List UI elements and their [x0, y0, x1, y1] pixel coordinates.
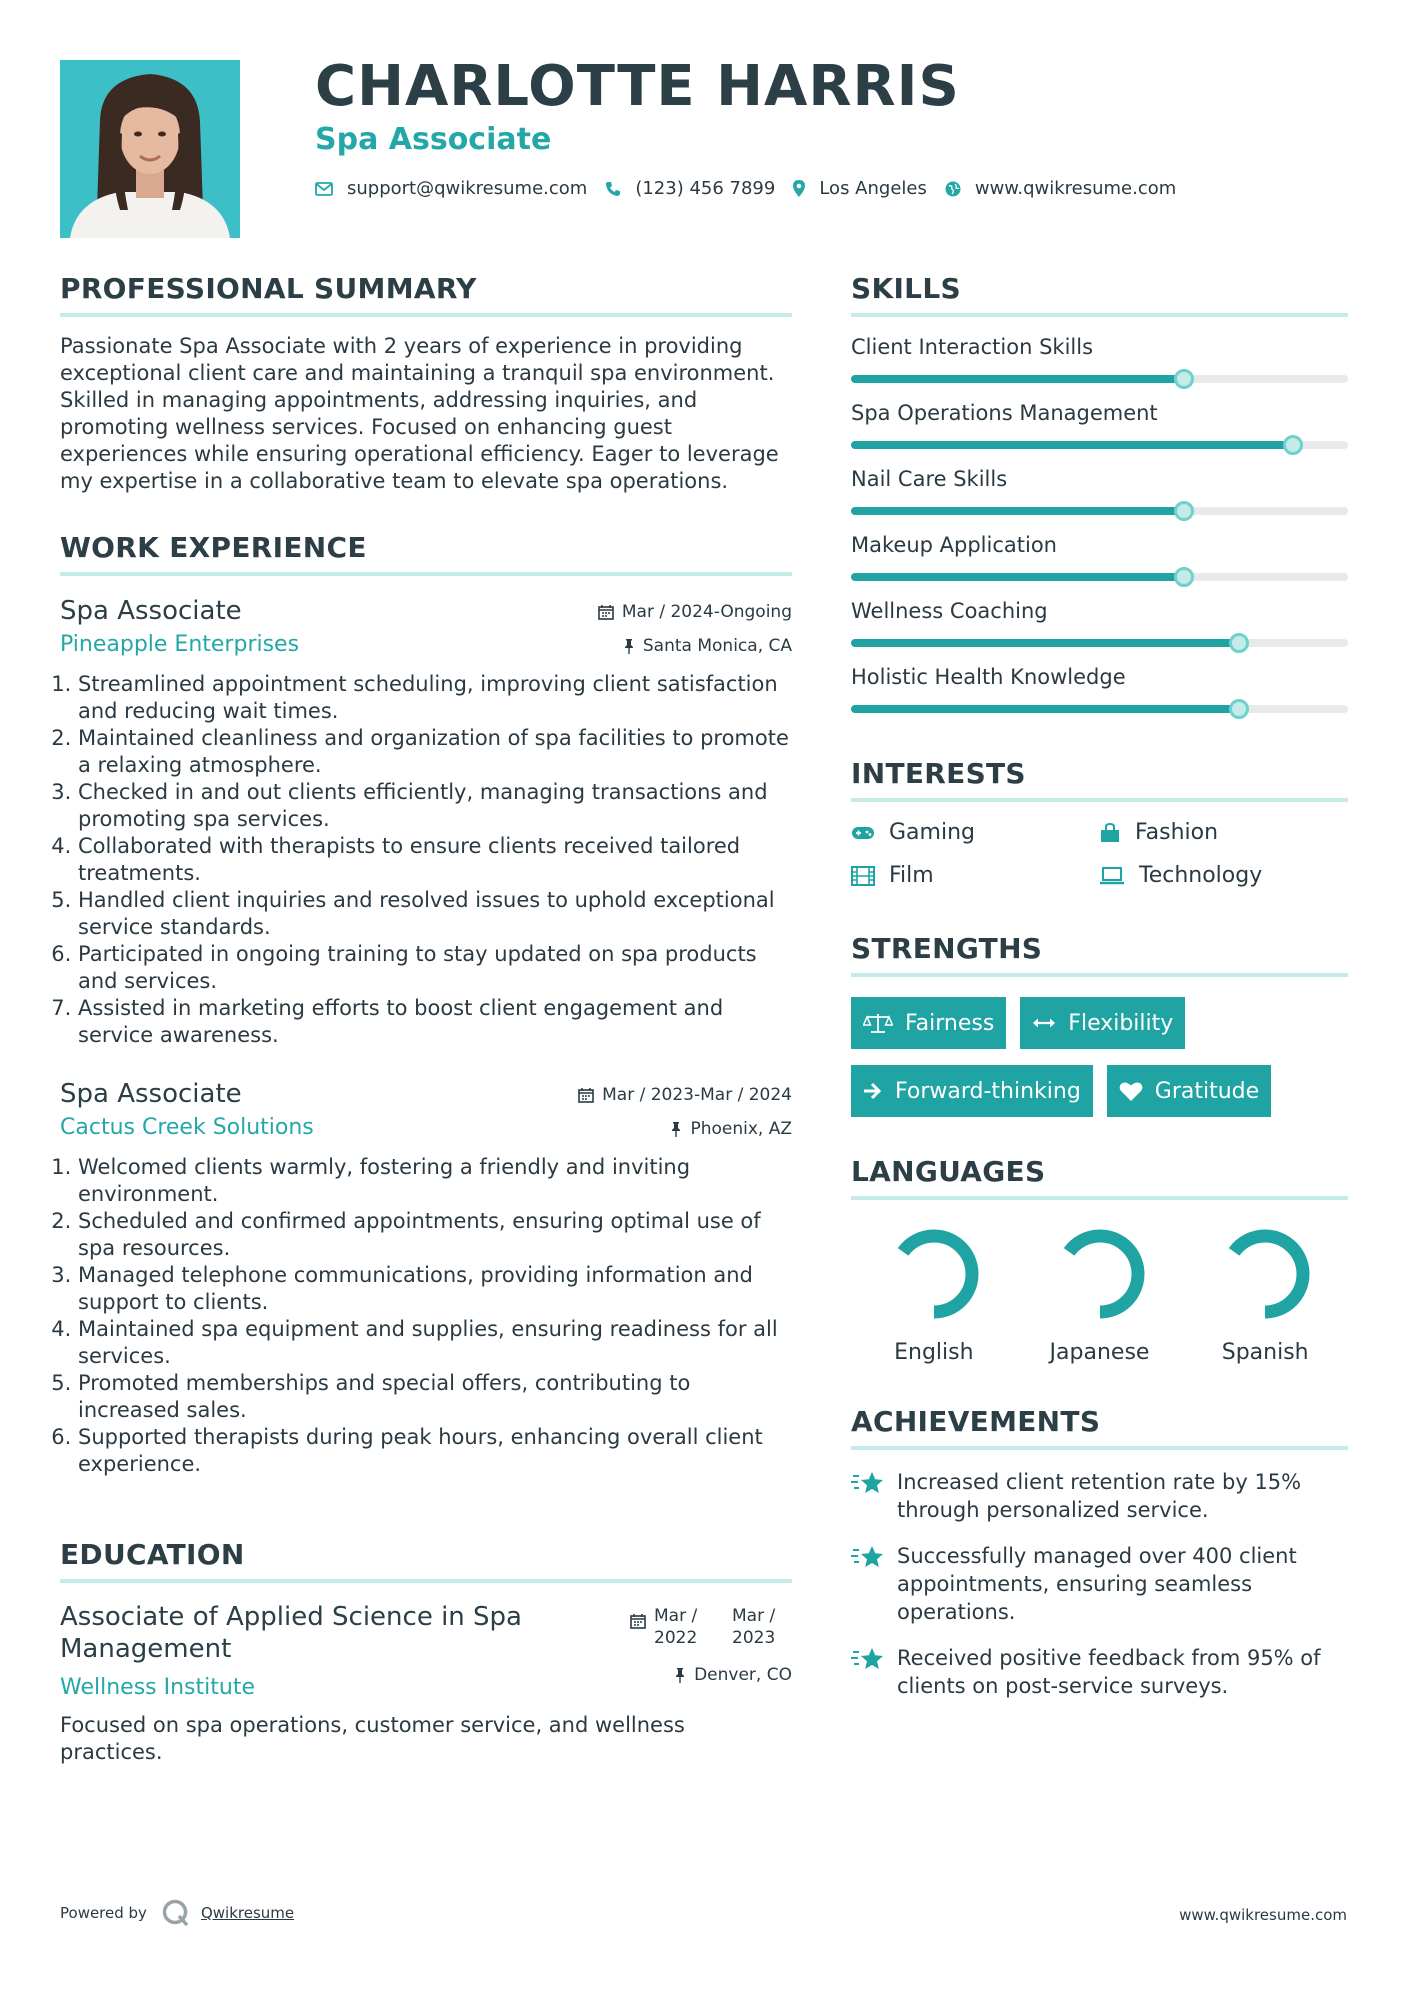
achievement-item [851, 1644, 1348, 1700]
interests-list [851, 820, 1348, 888]
strength-label: Forward-thinking [895, 1078, 1081, 1104]
job-location [578, 1119, 792, 1139]
language-level-ring [886, 1226, 982, 1322]
left-column [60, 272, 792, 1766]
interests-heading: INTERESTS [851, 757, 1348, 802]
skill-item [851, 599, 1348, 647]
job-date [578, 1085, 792, 1105]
film-icon [851, 866, 875, 886]
contact-website[interactable] [945, 178, 1176, 199]
skill-level-bar [851, 507, 1348, 515]
job-company: Cactus Creek Solutions [60, 1115, 314, 1140]
interest-label: Fashion [1135, 820, 1219, 845]
strength-label: Gratitude [1154, 1078, 1260, 1104]
achievement-text: Increased client retention rate by 15% through personalized service. [897, 1470, 1302, 1522]
skill-level-fill [851, 375, 1184, 383]
skill-level-knob [1229, 633, 1249, 653]
map-marker-icon [793, 180, 805, 197]
list-item: 6. Participated in ongoing training to stay updated on spa products and services. [78, 941, 792, 995]
skill-name: Makeup Application [851, 533, 1057, 557]
job-bullets [60, 671, 792, 1049]
gamepad-icon [851, 825, 875, 841]
school-name: Wellness Institute [60, 1675, 255, 1700]
skill-level-bar [851, 705, 1348, 713]
job-date-text: Mar / 2024-Ongoing [621, 602, 792, 622]
strength-label: Flexibility [1068, 1010, 1174, 1036]
degree-title: Associate of Applied Science in Spa Management [60, 1602, 522, 1664]
profile-photo-image [60, 60, 240, 238]
language-item [1182, 1226, 1348, 1365]
interest-item [851, 863, 1099, 888]
footer-website[interactable]: www.qwikresume.com [1179, 1906, 1347, 1924]
strength-tag [1020, 997, 1185, 1049]
star-award-icon [851, 1470, 885, 1498]
language-level-arc [1227, 1236, 1303, 1312]
phone-icon [605, 181, 621, 197]
phone-text: (123) 456 7899 [635, 178, 776, 199]
education-location [630, 1665, 792, 1685]
list-item: 5. Handled client inquiries and resolved issues to uphold exceptional service standards. [78, 887, 792, 941]
job-entry [60, 596, 792, 1049]
email-text: support@qwikresume.com [347, 178, 588, 199]
contact-bar [315, 178, 1194, 199]
language-level-ring [1217, 1226, 1313, 1322]
education-location-text: Denver, CO [694, 1665, 792, 1685]
language-name: Spanish [1221, 1340, 1309, 1365]
skill-item [851, 533, 1348, 581]
interests-section [851, 757, 1348, 888]
strength-tag [851, 997, 1006, 1049]
balance-scale-icon [863, 1012, 893, 1034]
job-company: Pineapple Enterprises [60, 632, 300, 657]
language-item [851, 1226, 1017, 1365]
skill-level-knob [1229, 699, 1249, 719]
education-date-start: Mar / 2022 [654, 1606, 698, 1648]
location-text: Los Angeles [819, 178, 927, 199]
strengths-heading: STRENGTHS [851, 932, 1348, 977]
skill-name: Nail Care Skills [851, 467, 1008, 491]
language-item [1017, 1226, 1183, 1365]
skill-level-fill [851, 705, 1239, 713]
education-description: Focused on spa operations, customer service, and wellness practices. [60, 1713, 685, 1764]
list-item: 1. Welcomed clients warmly, fostering a friendly and inviting environment. [78, 1154, 792, 1208]
experience-section [60, 531, 792, 1478]
skill-level-knob [1283, 435, 1303, 455]
achievement-text: Successfully managed over 400 client appointments, ensuring seamless operations. [897, 1544, 1297, 1624]
strengths-list [851, 997, 1348, 1117]
list-item: 5. Promoted memberships and special offers, contributing to increased sales. [78, 1370, 792, 1424]
languages-list [851, 1226, 1348, 1365]
list-item: 1. Streamlined appointment scheduling, improving client satisfaction and reducing wait times. [78, 671, 792, 725]
interest-label: Film [889, 863, 934, 888]
arrow-right-icon [863, 1082, 883, 1100]
interest-label: Gaming [889, 820, 975, 845]
skill-level-bar [851, 441, 1348, 449]
envelope-icon [315, 182, 333, 196]
list-item: 3. Managed telephone communications, providing information and support to clients. [78, 1262, 792, 1316]
list-item: 4. Maintained spa equipment and supplies, ensuring readiness for all services. [78, 1316, 792, 1370]
interest-item [851, 820, 1099, 845]
website-text: www.qwikresume.com [974, 178, 1177, 199]
languages-heading: LANGUAGES [851, 1155, 1348, 1200]
calendar-icon [598, 604, 614, 620]
skill-level-fill [851, 507, 1184, 515]
interest-item [1099, 820, 1347, 845]
skills-heading: SKILLS [851, 272, 1348, 317]
calendar-icon [578, 1087, 594, 1103]
language-level-ring [1052, 1226, 1148, 1322]
achievement-item [851, 1542, 1348, 1626]
contact-phone[interactable] [605, 178, 775, 199]
experience-heading: WORK EXPERIENCE [60, 531, 792, 576]
skill-name: Holistic Health Knowledge [851, 665, 1126, 689]
language-name: Japanese [1049, 1340, 1150, 1365]
list-item: 2. Maintained cleanliness and organization of spa facilities to promote a relaxing atmosphere. [78, 725, 792, 779]
job-location-text: Phoenix, AZ [690, 1119, 792, 1139]
language-level-arc [896, 1236, 972, 1312]
skills-section [851, 272, 1348, 713]
skill-level-bar [851, 375, 1348, 383]
list-item: 6. Supported therapists during peak hours, enhancing overall client experience. [78, 1424, 792, 1478]
achievement-item [851, 1468, 1348, 1524]
skill-level-knob [1174, 369, 1194, 389]
language-name: English [894, 1340, 974, 1365]
pushpin-icon [674, 1667, 686, 1683]
achievements-heading: ACHIEVEMENTS [851, 1405, 1348, 1450]
list-item: 3. Checked in and out clients efficiently, managing transactions and promoting spa services. [78, 779, 792, 833]
achievement-text: Received positive feedback from 95% of clients on post-service surveys. [897, 1646, 1321, 1698]
list-item: 4. Collaborated with therapists to ensure clients received tailored treatments. [78, 833, 792, 887]
globe-icon [945, 181, 961, 197]
summary-heading: PROFESSIONAL SUMMARY [60, 272, 792, 317]
education-date-end: Mar / 2023 [732, 1606, 776, 1648]
skill-item [851, 467, 1348, 515]
job-date [598, 602, 792, 622]
summary-text: Passionate Spa Associate with 2 years of experience in providing exceptional client care and maintaining a tranquil spa environment. Skilled in managing appointments, addressing inquiries, and promoting wellness services. Focused on enhancing guest experiences while ensuring operational efficiency. Eager to leverage my expertise in a collaborative team to elevate spa operations. [60, 334, 779, 493]
arrows-horizontal-icon [1032, 1017, 1056, 1029]
skill-level-knob [1174, 567, 1194, 587]
strength-tag [851, 1065, 1093, 1117]
summary-section [60, 272, 792, 495]
profile-photo [60, 60, 240, 238]
skill-item [851, 335, 1348, 383]
job-title: Spa Associate [60, 596, 242, 626]
skill-level-bar [851, 639, 1348, 647]
skill-level-knob [1174, 501, 1194, 521]
powered-by-text: Powered by [60, 1904, 147, 1922]
achievements-section [851, 1405, 1348, 1700]
languages-section [851, 1155, 1348, 1365]
skill-level-fill [851, 441, 1293, 449]
skill-item [851, 401, 1348, 449]
right-column [851, 272, 1348, 1700]
job-entry [60, 1079, 792, 1478]
job-bullets [60, 1154, 792, 1478]
skill-level-fill [851, 573, 1184, 581]
pushpin-icon [670, 1121, 682, 1137]
education-date [630, 1605, 792, 1649]
pushpin-icon [623, 638, 635, 654]
education-section [60, 1538, 792, 1766]
strengths-section [851, 932, 1348, 1117]
strength-label: Fairness [905, 1010, 995, 1036]
job-date-text: Mar / 2023-Mar / 2024 [602, 1085, 792, 1105]
education-entry [60, 1601, 792, 1766]
list-item: 2. Scheduled and confirmed appointments, ensuring optimal use of spa resources. [78, 1208, 792, 1262]
job-title: Spa Associate [60, 1079, 242, 1109]
qwikresume-logo-icon [161, 1898, 191, 1928]
contact-location [793, 178, 927, 199]
list-item: 7. Assisted in marketing efforts to boost client engagement and service awareness. [78, 995, 792, 1049]
candidate-title: Spa Associate [315, 122, 552, 157]
footer-powered-by [60, 1898, 294, 1928]
candidate-name: CHARLOTTE HARRIS [315, 54, 960, 119]
interest-item [1099, 863, 1347, 888]
calendar-icon [630, 1613, 646, 1629]
language-level-arc [1062, 1236, 1138, 1312]
star-award-icon [851, 1646, 885, 1674]
strength-tag [1107, 1065, 1271, 1117]
laptop-icon [1099, 867, 1125, 885]
job-location-text: Santa Monica, CA [642, 636, 792, 656]
skill-name: Wellness Coaching [851, 599, 1048, 623]
job-location [598, 636, 792, 656]
skill-name: Client Interaction Skills [851, 335, 1094, 359]
qwikresume-link[interactable]: Qwikresume [200, 1904, 295, 1922]
interest-label: Technology [1139, 863, 1263, 888]
skill-name: Spa Operations Management [851, 401, 1158, 425]
education-heading: EDUCATION [60, 1538, 792, 1583]
shopping-bag-icon [1099, 823, 1121, 843]
skill-level-bar [851, 573, 1348, 581]
heart-icon [1119, 1081, 1143, 1102]
skill-level-fill [851, 639, 1239, 647]
skill-item [851, 665, 1348, 713]
skills-list [851, 335, 1348, 713]
contact-email[interactable] [315, 178, 587, 199]
star-award-icon [851, 1544, 885, 1572]
